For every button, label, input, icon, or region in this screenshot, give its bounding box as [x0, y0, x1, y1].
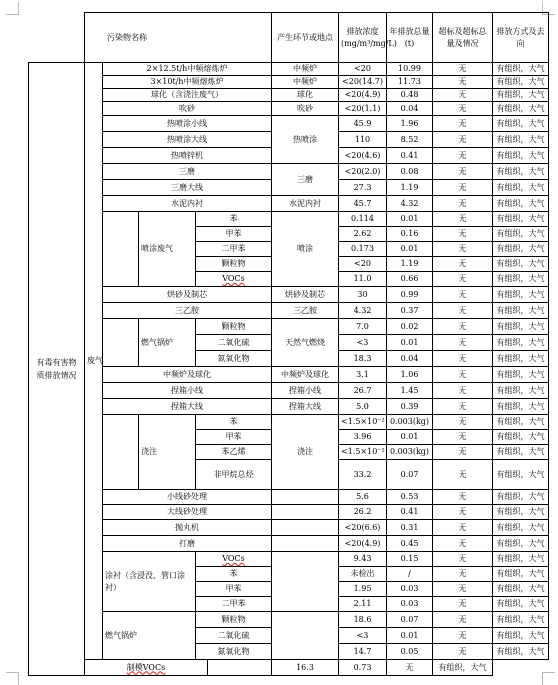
emission-concentration: <3	[339, 628, 387, 644]
discharge-method: 有组织，大气	[493, 351, 549, 367]
pollutant-name: 吹砂	[103, 102, 272, 116]
discharge-method: 有组织，大气	[493, 303, 549, 319]
source-location: 三乙胺	[272, 303, 339, 319]
annual-emission-total: 0.01	[387, 430, 433, 445]
emission-concentration: <20	[339, 63, 387, 76]
annual-emission-total: 0.41	[387, 148, 433, 164]
pollutant-group-name: 喷涂废气	[139, 212, 196, 287]
emission-concentration: 110	[339, 132, 387, 148]
emission-concentration: 33.2	[339, 460, 387, 490]
annual-emission-total: 0.45	[387, 536, 433, 552]
exceedance-status: 无	[433, 287, 493, 303]
annual-emission-total: 0.37	[387, 303, 433, 319]
emission-concentration: 4.32	[339, 303, 387, 319]
exceedance-status: 无	[433, 227, 493, 242]
emission-concentration: 26.2	[339, 505, 387, 520]
source-location: 烘砂及制芯	[272, 287, 339, 303]
exceedance-status: 无	[433, 148, 493, 164]
header-concentration: 排放浓度(mg/m³/mg/L)	[339, 13, 387, 63]
pollutant-name: 捏箱小线	[103, 383, 272, 399]
pollutant-sub-item: 二氧化硫	[196, 628, 272, 644]
discharge-method: 有组织，大气	[493, 148, 549, 164]
header-annual-total: 年排放总量(t)	[387, 13, 433, 63]
pollutant-name: 烘砂及制芯	[103, 287, 272, 303]
group-spacer-cell	[103, 212, 139, 287]
source-location-empty	[208, 660, 272, 676]
table-row	[29, 552, 549, 567]
discharge-method: 有组织，大气	[493, 383, 549, 399]
exceedance-status: 无	[433, 257, 493, 272]
pollutant-group-name: 涂衬（含浸没、管口涂衬）	[103, 552, 196, 612]
annual-emission-total: 1.45	[387, 383, 433, 399]
source-location-empty	[272, 490, 339, 505]
exceedance-status: 无	[433, 116, 493, 132]
exceedance-status: 无	[433, 597, 493, 612]
exceedance-status: 无	[433, 383, 493, 399]
emission-concentration: <1.5×10⁻²	[339, 445, 387, 460]
annual-emission-total: 0.41	[387, 505, 433, 520]
discharge-method: 有组织，大气	[493, 76, 549, 89]
pollutant-name: 小线砂处理	[103, 490, 272, 505]
emission-concentration: 26.7	[339, 383, 387, 399]
table-row	[29, 612, 549, 628]
annual-emission-total: 0.04	[387, 351, 433, 367]
pollutant-name: 三磨	[103, 164, 272, 180]
table-row	[29, 116, 549, 132]
source-location: 中频炉	[272, 63, 339, 76]
emission-concentration: 16.3	[272, 660, 339, 676]
pollutant-sub-item: 苯	[196, 415, 272, 430]
table-row	[29, 63, 549, 76]
discharge-method: 有组织，大气	[493, 399, 549, 415]
emission-concentration: 未检出	[339, 567, 387, 582]
emission-concentration: 18.6	[339, 612, 387, 628]
annual-emission-total: 0.16	[387, 227, 433, 242]
annual-emission-total: 1.06	[387, 367, 433, 383]
pollutant-name: 2×12.5t/h中频熔炼炉	[103, 63, 272, 76]
table-row	[29, 287, 549, 303]
discharge-method: 有组织，大气	[493, 430, 549, 445]
exceedance-status: 无	[433, 76, 493, 89]
pollutant-name: 三磨大线	[103, 180, 272, 196]
emission-concentration: <20(4.6)	[339, 148, 387, 164]
table-row	[29, 660, 549, 676]
pollutant-emission-table	[28, 12, 549, 676]
annual-emission-total: 0.01	[387, 212, 433, 227]
table-row	[29, 367, 549, 383]
emission-concentration: <20(1.1)	[339, 102, 387, 116]
pollutant-group-name: 燃气锅炉	[139, 319, 196, 367]
emission-concentration: 2.11	[339, 597, 387, 612]
annual-emission-total: 10.99	[387, 63, 433, 76]
pollutant-name: 打磨	[103, 536, 272, 552]
table-row	[29, 102, 549, 116]
discharge-method: 有组织，大气	[493, 567, 549, 582]
emission-concentration: 3.1	[339, 367, 387, 383]
source-location-empty	[272, 552, 339, 612]
emission-concentration: <20(4.9)	[339, 536, 387, 552]
annual-emission-total: 0.66	[387, 272, 433, 287]
discharge-method: 有组织，大气	[493, 102, 549, 116]
source-location: 水泥内衬	[272, 196, 339, 212]
annual-emission-total: 0.03	[387, 597, 433, 612]
annual-emission-total: 0.99	[387, 287, 433, 303]
exceedance-status: 无	[433, 63, 493, 76]
exceedance-status: 无	[433, 582, 493, 597]
exceedance-status: 无	[433, 367, 493, 383]
pollutant-sub-item: 二甲苯	[196, 242, 272, 257]
exceedance-status: 无	[433, 520, 493, 536]
exceedance-status: 无	[433, 460, 493, 490]
source-location: 捏箱大线	[272, 399, 339, 415]
pollutant-sub-item: 氮氧化物	[196, 351, 272, 367]
table-row	[29, 505, 549, 520]
discharge-method: 有组织，大气	[493, 460, 549, 490]
exceedance-status: 无	[433, 552, 493, 567]
page-corner-mark-top-left	[6, 2, 19, 15]
annual-emission-total: 0.05	[387, 644, 433, 660]
pollutant-sub-item: VOCs	[196, 552, 272, 567]
group-spacer-cell	[103, 415, 139, 490]
annual-emission-total: 0.03	[387, 582, 433, 597]
exceedance-status: 无	[433, 612, 493, 628]
pollutant-sub-item: VOCs	[196, 272, 272, 287]
annual-emission-total: 8.52	[387, 132, 433, 148]
source-location-empty	[272, 536, 339, 552]
discharge-method: 有组织，大气	[493, 335, 549, 351]
pollutant-name: 中频炉及球化	[103, 367, 272, 383]
discharge-method: 有组织，大气	[493, 628, 549, 644]
annual-emission-total: 0.01	[387, 242, 433, 257]
header-discharge-method: 排放方式及去向	[493, 13, 549, 63]
exceedance-status: 无	[433, 567, 493, 582]
pollutant-name: 球化（含浇注废气）	[103, 89, 272, 102]
discharge-method: 有组织，大气	[493, 505, 549, 520]
annual-emission-total: 0.15	[387, 552, 433, 567]
annual-emission-total: 4.32	[387, 196, 433, 212]
pollutant-sub-item: 氮氧化物	[196, 644, 272, 660]
annual-emission-total: 1.19	[387, 180, 433, 196]
discharge-method: 有组织，大气	[493, 644, 549, 660]
discharge-method: 有组织，大气	[493, 116, 549, 132]
annual-emission-total: 0.73	[339, 660, 387, 676]
pollutant-group-name: 燃气锅炉	[103, 612, 196, 660]
annual-emission-total: /	[387, 567, 433, 582]
discharge-method: 有组织，大气	[493, 612, 549, 628]
pollutant-sub-item: 甲苯	[196, 227, 272, 242]
emission-concentration: 3.96	[339, 430, 387, 445]
table-row	[29, 415, 549, 430]
annual-emission-total: 0.02	[387, 319, 433, 335]
exceedance-status: 无	[433, 536, 493, 552]
pollutant-name: 热喷锌机	[103, 148, 272, 164]
annual-emission-total: 1.19	[387, 257, 433, 272]
table-row	[29, 303, 549, 319]
pollutant-name: 制模VOCs	[85, 660, 208, 676]
emission-concentration: 0.173	[339, 242, 387, 257]
emission-concentration: <20(4.9)	[339, 89, 387, 102]
page-corner-mark-bottom-left	[6, 672, 19, 685]
source-location: 热喷涂	[272, 116, 339, 164]
source-location: 中频炉	[272, 76, 339, 89]
emission-concentration: 45.7	[339, 196, 387, 212]
pollutant-name: 抛丸机	[103, 520, 272, 536]
table-body	[29, 63, 549, 676]
source-location: 球化	[272, 89, 339, 102]
pollutant-sub-item: 非甲烷总烃	[196, 460, 272, 490]
table-row	[29, 164, 549, 180]
emission-concentration: 7.0	[339, 319, 387, 335]
emission-concentration: 9.43	[339, 552, 387, 567]
table-row	[29, 490, 549, 505]
header-corner-cell	[29, 13, 85, 63]
annual-emission-total: 0.07	[387, 460, 433, 490]
table-row	[29, 196, 549, 212]
exceedance-status: 无	[433, 180, 493, 196]
discharge-method: 有组织，大气	[493, 582, 549, 597]
discharge-method: 有组织，大气	[493, 89, 549, 102]
source-location-empty	[272, 520, 339, 536]
source-location: 浇注	[272, 415, 339, 490]
exceedance-status: 无	[433, 319, 493, 335]
source-location: 喷涂	[272, 212, 339, 287]
pollutant-sub-item: 甲苯	[196, 430, 272, 445]
pollutant-group-name: 浇注	[139, 415, 196, 490]
exceedance-status: 无	[433, 89, 493, 102]
emission-concentration: <3	[339, 335, 387, 351]
discharge-method: 有组织，大气	[493, 63, 549, 76]
table-row	[29, 76, 549, 89]
emission-concentration: <1.5×10⁻²	[339, 415, 387, 430]
emission-concentration: 2.62	[339, 227, 387, 242]
discharge-method: 有组织，大气	[493, 415, 549, 430]
discharge-method: 有组织，大气	[493, 164, 549, 180]
annual-emission-total: 11.73	[387, 76, 433, 89]
table-row	[29, 319, 549, 335]
table-header-row	[29, 13, 549, 63]
discharge-method: 有组织，大气	[493, 445, 549, 460]
discharge-method: 有组织，大气	[493, 227, 549, 242]
discharge-method: 有组织，大气	[493, 490, 549, 505]
exceedance-status: 无	[433, 335, 493, 351]
exceedance-status: 无	[433, 303, 493, 319]
discharge-method: 有组织，大气	[433, 660, 493, 676]
exceedance-status: 无	[433, 445, 493, 460]
exceedance-status: 无	[433, 196, 493, 212]
pollutant-sub-item: 颗粒物	[196, 319, 272, 335]
pollutant-sub-item: 苯乙烯	[196, 445, 272, 460]
exceedance-status: 无	[433, 399, 493, 415]
emission-concentration: <20(6.6)	[339, 520, 387, 536]
header-source: 产生环节或地点	[272, 13, 339, 63]
annual-emission-total: 0.48	[387, 89, 433, 102]
source-location: 捏箱小线	[272, 383, 339, 399]
table-row	[29, 383, 549, 399]
table-row	[29, 212, 549, 227]
discharge-method: 有组织，大气	[493, 180, 549, 196]
emission-concentration: 30	[339, 287, 387, 303]
discharge-method: 有组织，大气	[493, 536, 549, 552]
exceedance-status: 无	[433, 164, 493, 180]
category-label: 有毒有害物质排放情况	[29, 63, 85, 676]
exceedance-status: 无	[387, 660, 433, 676]
discharge-method: 有组织，大气	[493, 319, 549, 335]
exceedance-status: 无	[433, 628, 493, 644]
source-location-empty	[272, 505, 339, 520]
discharge-method: 有组织，大气	[493, 520, 549, 536]
exceedance-status: 无	[433, 242, 493, 257]
emission-concentration: 0.114	[339, 212, 387, 227]
exceedance-status: 无	[433, 490, 493, 505]
emission-concentration: 11.0	[339, 272, 387, 287]
annual-emission-total: 0.003(kg)	[387, 445, 433, 460]
annual-emission-total: 0.31	[387, 520, 433, 536]
annual-emission-total: 0.39	[387, 399, 433, 415]
exceedance-status: 无	[433, 351, 493, 367]
pollutant-sub-item: 二甲苯	[196, 597, 272, 612]
discharge-method: 有组织，大气	[493, 367, 549, 383]
emission-concentration: 14.7	[339, 644, 387, 660]
source-location: 吹砂	[272, 102, 339, 116]
emission-concentration: 1.95	[339, 582, 387, 597]
exceedance-status: 无	[433, 430, 493, 445]
annual-emission-total: 0.04	[387, 102, 433, 116]
pollutant-sub-item: 颗粒物	[196, 612, 272, 628]
emission-concentration: 27.3	[339, 180, 387, 196]
annual-emission-total: 1.96	[387, 116, 433, 132]
emission-concentration: 5.0	[339, 399, 387, 415]
emission-concentration: 5.6	[339, 490, 387, 505]
source-location: 中频炉及球化	[272, 367, 339, 383]
discharge-method: 有组织，大气	[493, 242, 549, 257]
exceedance-status: 无	[433, 505, 493, 520]
annual-emission-total: 0.003(kg)	[387, 415, 433, 430]
waste-gas-label: 废气	[85, 63, 103, 660]
header-pollutant-name: 污染物名称	[85, 13, 272, 63]
discharge-method: 有组织，大气	[493, 287, 549, 303]
annual-emission-total: 0.53	[387, 490, 433, 505]
exceedance-status: 无	[433, 132, 493, 148]
pollutant-name: 捏箱大线	[103, 399, 272, 415]
pollutant-sub-item: 苯	[196, 567, 272, 582]
discharge-method: 有组织，大气	[493, 257, 549, 272]
pollutant-sub-item: 颗粒物	[196, 257, 272, 272]
discharge-method: 有组织，大气	[493, 272, 549, 287]
pollutant-sub-item: 二氧化硫	[196, 335, 272, 351]
pollutant-name: 3×10t/h中频熔炼炉	[103, 76, 272, 89]
pollutant-name: 热喷涂大线	[103, 132, 272, 148]
exceedance-status: 无	[433, 102, 493, 116]
exceedance-status: 无	[433, 212, 493, 227]
table-row	[29, 89, 549, 102]
source-location: 天然气燃烧	[272, 319, 339, 367]
annual-emission-total: 0.01	[387, 335, 433, 351]
source-location-empty	[272, 612, 339, 660]
exceedance-status: 无	[433, 272, 493, 287]
discharge-method: 有组织，大气	[493, 597, 549, 612]
annual-emission-total: 0.07	[387, 612, 433, 628]
annual-emission-total: 0.08	[387, 164, 433, 180]
pollutant-name: 大线砂处理	[103, 505, 272, 520]
emission-concentration: <20(14.7)	[339, 76, 387, 89]
emission-concentration: <20	[339, 257, 387, 272]
exceedance-status: 无	[433, 415, 493, 430]
table-row	[29, 520, 549, 536]
exceedance-status: 无	[433, 644, 493, 660]
discharge-method: 有组织，大气	[493, 212, 549, 227]
emission-concentration: 18.3	[339, 351, 387, 367]
emission-concentration: 45.9	[339, 116, 387, 132]
discharge-method: 有组织，大气	[493, 196, 549, 212]
emission-concentration: <20(2.0)	[339, 164, 387, 180]
annual-emission-total: 0.01	[387, 628, 433, 644]
pollutant-sub-item: 苯	[196, 212, 272, 227]
pollutant-name: 三乙胺	[103, 303, 272, 319]
source-location: 三磨	[272, 164, 339, 196]
discharge-method: 有组织，大气	[493, 552, 549, 567]
pollutant-name: 水泥内衬	[103, 196, 272, 212]
table-row	[29, 536, 549, 552]
header-exceedance: 超标及超标总量及情况	[433, 13, 493, 63]
pollutant-name: 热喷涂小线	[103, 116, 272, 132]
discharge-method: 有组织，大气	[493, 132, 549, 148]
group-spacer-cell	[103, 319, 139, 367]
pollutant-sub-item: 甲苯	[196, 582, 272, 597]
table-row	[29, 399, 549, 415]
